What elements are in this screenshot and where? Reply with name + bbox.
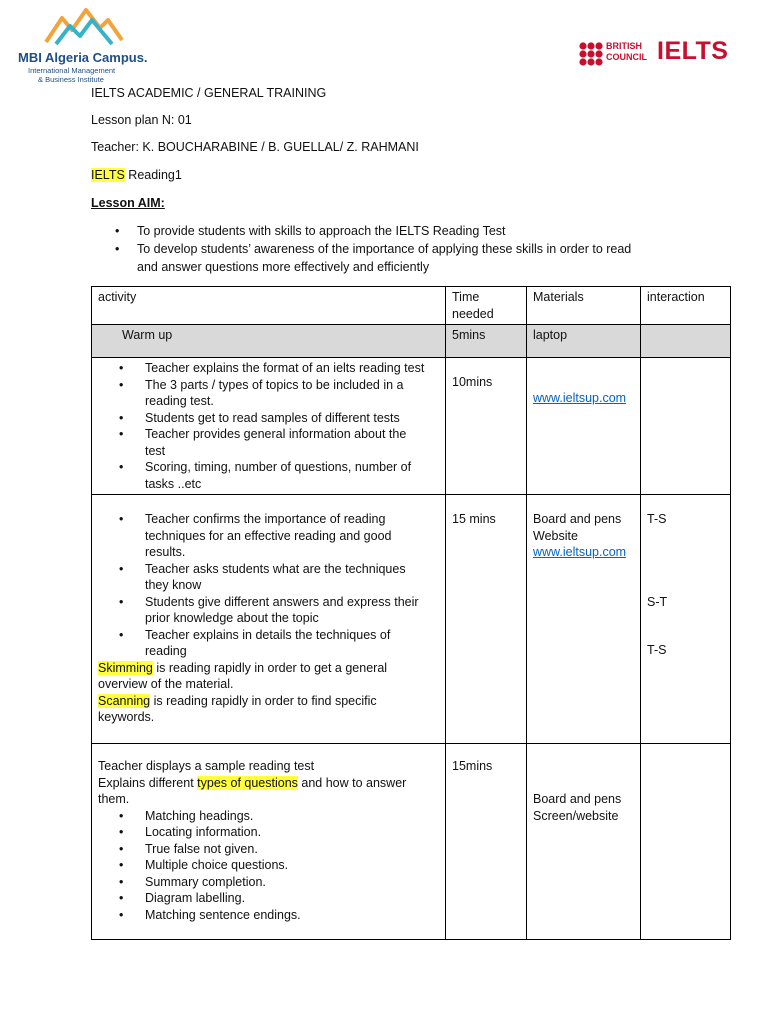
row1-activity xyxy=(92,358,446,495)
mbi-logo xyxy=(16,6,146,82)
row1-interaction xyxy=(641,358,731,495)
aim-item: • To develop students’ awareness of the importance of applying these skills in order to read xyxy=(115,240,675,258)
teacher-line: Teacher: K. BOUCHARABINE / B. GUELLAL/ Z. RAHMANI xyxy=(91,140,419,154)
list-item: • Students give different answers and express their prior knowledge about the topic xyxy=(145,594,439,627)
row2-activity xyxy=(92,495,446,744)
document-title: IELTS ACADEMIC / GENERAL TRAINING xyxy=(91,86,327,100)
interaction-label: S-T xyxy=(647,594,668,609)
row2-materials: Board and pens Website www.ieltsup.com xyxy=(527,495,641,744)
british-council-dots-icon xyxy=(578,41,604,67)
row2-time: 15 mins xyxy=(446,495,527,744)
warmup-activity: Warm up xyxy=(92,325,446,358)
warmup-interaction xyxy=(641,325,731,358)
highlighted-text: IELTS xyxy=(91,168,125,182)
warmup-materials: laptop xyxy=(527,325,641,358)
table-row xyxy=(92,495,731,744)
interaction-label: T-S xyxy=(647,512,667,526)
header-activity: activity xyxy=(92,287,446,325)
list-item: • Locating information. xyxy=(145,824,439,841)
highlighted-text: Skimming xyxy=(98,660,153,675)
table-row xyxy=(92,744,731,940)
ielts-wordmark: IELTS xyxy=(657,37,729,65)
table-row-warmup xyxy=(92,325,731,358)
list-item: • Teacher explains in details the techniques of reading xyxy=(145,627,439,660)
row3-time: 15mins xyxy=(446,744,527,940)
aims-list xyxy=(115,222,675,276)
row3-activity: Teacher displays a sample reading test Explains different types of questions and how to answer them. • Matching headings. • Locating information. • True false not given. • Multiple choice questions. • Summary completion. • Diagram labelling. • Matching sentence endings. xyxy=(92,744,446,940)
list-item: • Scoring, timing, number of questions, number of tasks ..etc xyxy=(145,459,439,492)
mbi-name: MBI Algeria Campus. xyxy=(18,50,148,65)
list-item: • Multiple choice questions. xyxy=(145,857,439,874)
list-item: • Students get to read samples of different tests xyxy=(145,410,439,427)
lesson-plan-table xyxy=(91,286,731,940)
list-item: • Teacher asks students what are the techniques they know xyxy=(145,561,439,594)
mbi-subtitle: & Business Institute xyxy=(38,75,104,84)
list-item: • Diagram labelling. xyxy=(145,890,439,907)
highlighted-text: types of questions xyxy=(197,775,298,790)
highlighted-text: Scanning xyxy=(98,693,151,708)
lesson-number: Lesson plan N: 01 xyxy=(91,113,192,127)
row3-interaction xyxy=(641,744,731,940)
aim-item: • To provide students with skills to approach the IELTS Reading Test xyxy=(115,222,675,240)
row3-materials: Board and pens Screen/website xyxy=(527,744,641,940)
row1-time: 10mins xyxy=(446,358,527,495)
list-item: • Summary completion. xyxy=(145,874,439,891)
list-item: • Matching sentence endings. xyxy=(145,907,439,924)
subject-line: IELTS Reading1 xyxy=(91,168,182,182)
british-council-text: BRITISH COUNCIL xyxy=(606,41,647,62)
skimming-definition: Skimming is reading rapidly in order to get a general overview of the material. xyxy=(98,660,388,691)
header-materials: Materials xyxy=(527,287,641,325)
list-item: • Teacher provides general information about the test xyxy=(145,426,439,459)
lesson-aim-label: Lesson AIM: xyxy=(91,196,165,210)
warmup-time: 5mins xyxy=(446,325,527,358)
ieltsup-link[interactable]: www.ieltsup.com xyxy=(533,545,627,559)
list-item: • True false not given. xyxy=(145,841,439,858)
table-row xyxy=(92,358,731,495)
mountains-icon xyxy=(42,6,124,48)
header-interaction: interaction xyxy=(641,287,731,325)
scanning-definition: Scanning is reading rapidly in order to find specific keywords. xyxy=(98,693,377,724)
british-council-logo xyxy=(578,38,738,68)
aim-item-continued: and answer questions more effectively and efficiently xyxy=(137,260,430,274)
list-item: • The 3 parts / types of topics to be included in a reading test. xyxy=(145,377,439,410)
ieltsup-link[interactable]: www.ieltsup.com xyxy=(533,391,627,405)
list-item: • Matching headings. xyxy=(145,808,439,825)
interaction-label: T-S xyxy=(647,643,667,657)
list-item: • Teacher confirms the importance of reading techniques for an effective reading and good results. xyxy=(145,511,439,561)
list-item: • Teacher explains the format of an ielts reading test xyxy=(145,360,439,377)
mbi-subtitle: International Management xyxy=(28,66,116,75)
header-time: Time needed xyxy=(446,287,527,325)
row2-interaction xyxy=(641,495,731,744)
table-header-row xyxy=(92,287,731,325)
row1-materials xyxy=(527,358,641,495)
